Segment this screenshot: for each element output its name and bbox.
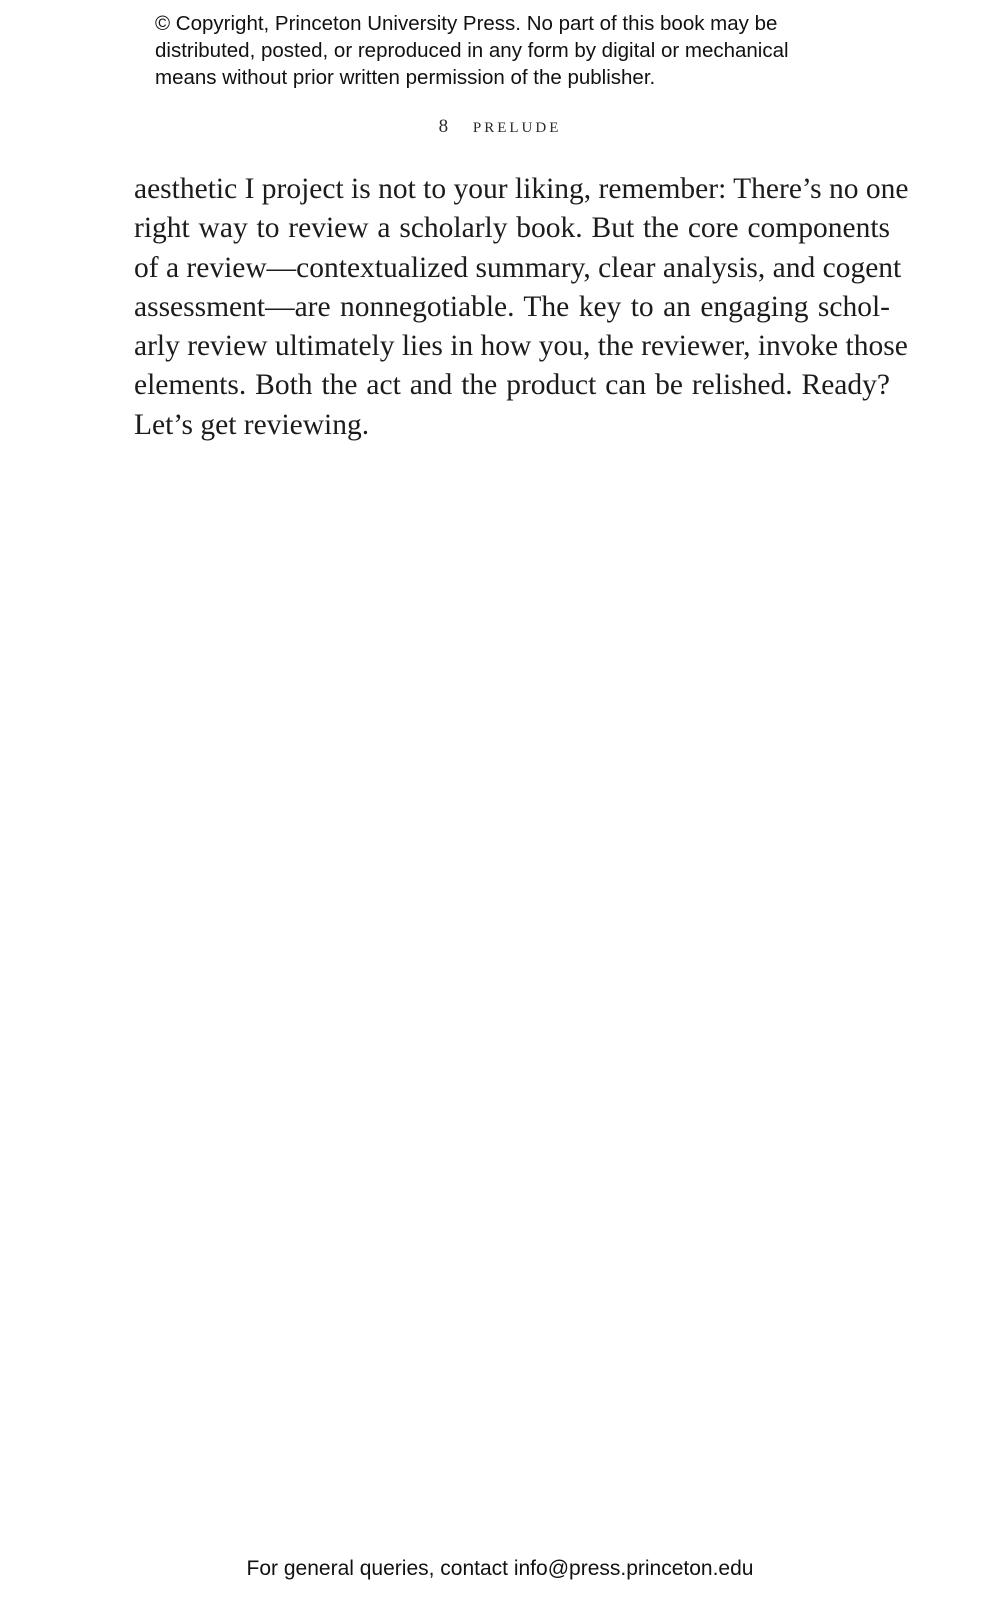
copyright-line: distributed, posted, or reproduced in any form by digital or mechanical xyxy=(155,39,789,62)
copyright-line: © Copyright, Princeton University Press. No part of this book may be xyxy=(155,12,778,35)
paragraph-line: right way to review a scholarly book. But the core components xyxy=(134,212,890,245)
page-number: 8 xyxy=(438,116,449,137)
paragraph-line: of a review—contextualized summary, clear analysis, and cogent xyxy=(134,251,902,284)
copyright-notice xyxy=(155,10,875,91)
paragraph-line: assessment—are nonnegotiable. The key to an engaging schol- xyxy=(134,290,890,323)
body-paragraph xyxy=(134,170,909,445)
section-title: prelude xyxy=(472,113,562,137)
paragraph-line: Let’s get reviewing. xyxy=(134,408,370,441)
copyright-line: means without prior written permission of the publisher. xyxy=(155,66,656,89)
paragraph-line: arly review ultimately lies in how you, the reviewer, invoke those xyxy=(134,330,908,363)
paragraph-line: aesthetic I project is not to your liking, remember: There’s no one xyxy=(134,173,909,205)
running-head xyxy=(0,113,1000,138)
footer-contact: For general queries, contact info@press.princeton.edu xyxy=(246,1557,754,1580)
paragraph-line: elements. Both the act and the product can be relished. Ready? xyxy=(134,369,890,402)
